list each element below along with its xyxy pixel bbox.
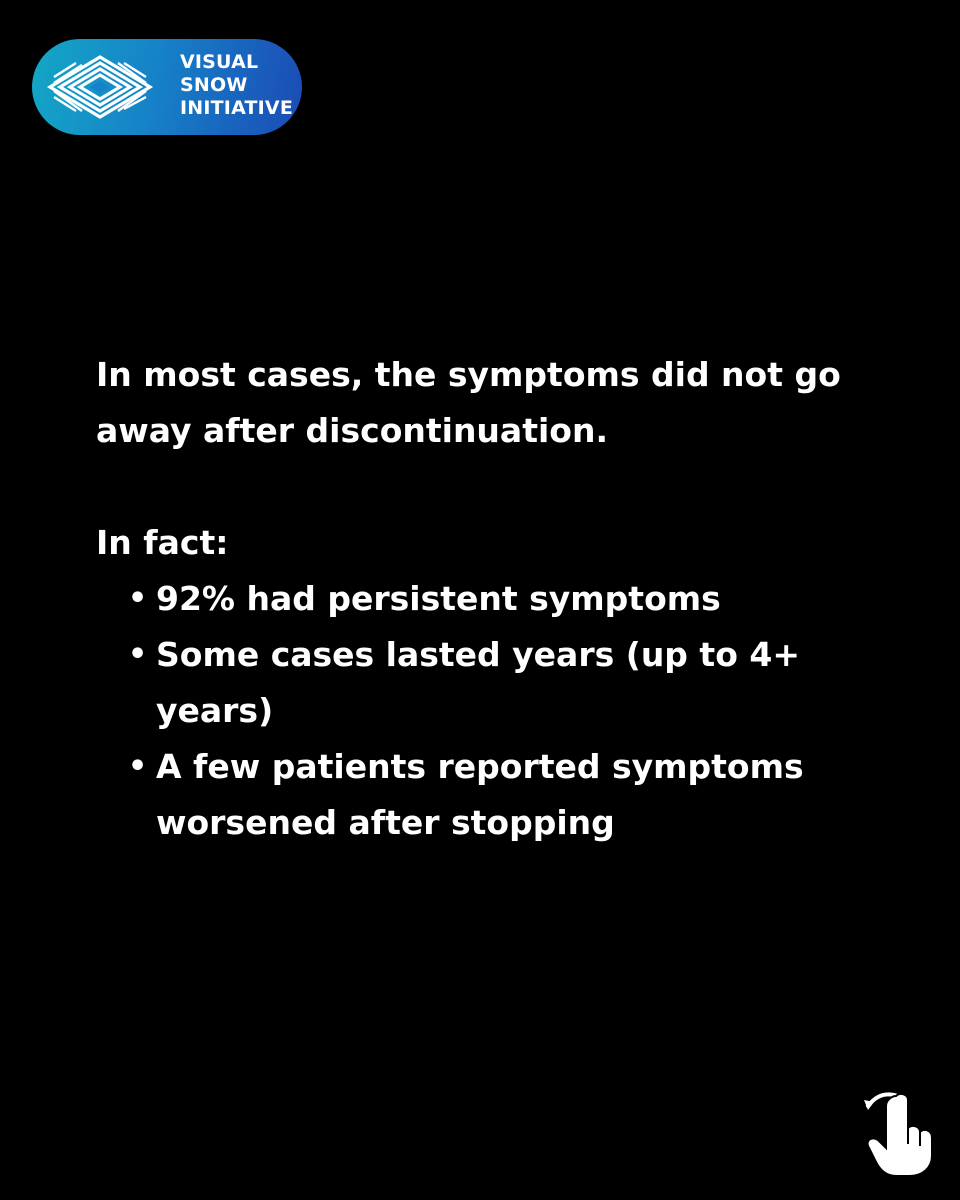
brand-name-line-2: SNOW — [180, 74, 248, 96]
fact-text: Some cases lasted years (up to 4+ years) — [156, 635, 800, 730]
list-item — [96, 627, 896, 739]
swipe-hand-icon[interactable] — [860, 1088, 940, 1178]
fact-list — [96, 571, 896, 851]
brand-name-line-1: VISUAL — [180, 51, 259, 73]
fact-text: A few patients reported symptoms worsened after stopping — [156, 747, 804, 842]
intro-text: In most cases, the symptoms did not go away after discontinuation. — [96, 355, 841, 450]
brand-name-line-3: INITIATIVE — [180, 97, 294, 119]
bullet-icon: • — [128, 581, 148, 616]
list-item — [96, 739, 896, 851]
list-item — [96, 571, 896, 627]
fact-heading: In fact: — [96, 523, 229, 562]
bullet-icon: • — [128, 637, 148, 672]
visual-snow-logo-icon — [46, 53, 154, 121]
brand-name — [180, 51, 293, 120]
main-content — [96, 347, 896, 851]
bullet-icon: • — [128, 749, 148, 784]
brand-logo — [32, 39, 302, 135]
fact-text: 92% had persistent symptoms — [156, 579, 721, 618]
